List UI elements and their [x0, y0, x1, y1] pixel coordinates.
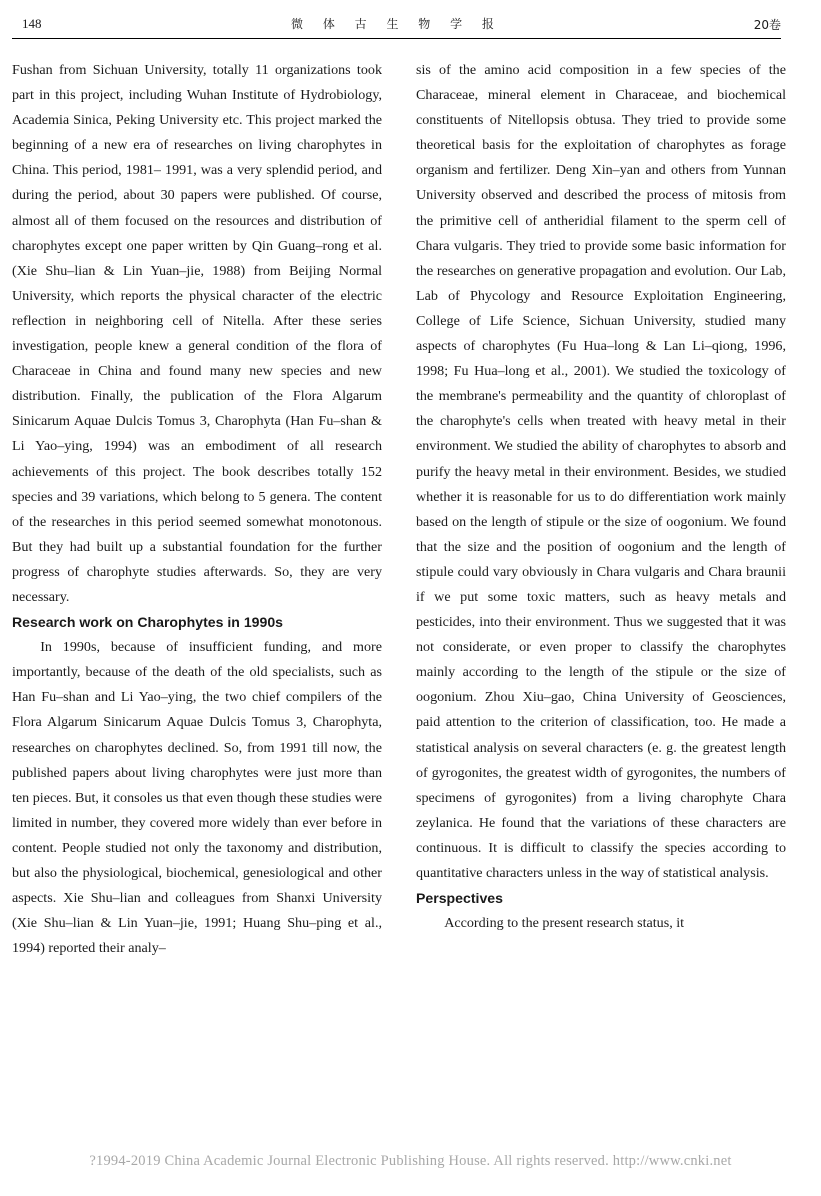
right-paragraph-1: sis of the amino acid composition in a few species of the Characeae, mineral element in Characeae, and biochemical constituents of Nitellopsis obtusa. They tried to provide some theoretical basis for the exploitation of charophytes as forage organism and fertilizer. Deng Xin–yan and others from Yunnan University observed and described the process of mitosis from the primitive cell of antheridial filament to the sperm cell of Chara vulgaris. They tried to provide some basic information for the researches on generative propagation and evolution. Our Lab, Lab of Phycology and Resource Exploitation Engineering, College of Life Science, Sichuan University, studied many aspects of charophytes (Fu Hua–long & Lan Li–qiong, 1996, 1998; Fu Hua–long et al., 2001). We studied the toxicology of the membrane's permeability and the quantity of chloroplast of the charophyte's cells when treated with heavy metal in their environment. We studied the ability of charophytes to absorb and purify the heavy metal in their environment. Besides, we studied whether it is reasonable for us to do differentiation work mainly based on the length of stipule or the size of oogonium. We found that the size and the position of oogonium and the length of stipule could vary obviously in Chara vulgaris and Chara braunii if we put some toxic matters, such as heavy metals and pesticides, into their environment. Thus we suggested that it was not considerate, or even proper to classify the charophytes mainly according to the length of the stipule or the size of oogonium. Zhou Xiu–gao, China University of Geosciences, paid attention to the criterion of classification, too. He made a statistical analysis on several characters (e. g. the greatest length of gyrogonites, the greatest width of gyrogonites, the numbers of specimens of gyrogonites) from a living charophyte Chara zeylanica. He found that the variations of these characters are continuous. It is difficult to classify the species according to quantitative characters unless in the way of statistical analysis. [416, 62, 786, 881]
page-number: 148 [22, 16, 42, 31]
running-header [12, 12, 781, 39]
copyright-watermark: ?1994-2019 China Academic Journal Electronic Publishing House. All rights reserved. http://www.cnki.net [89, 1153, 732, 1169]
volume-label: 20卷 [753, 18, 781, 32]
left-column [12, 58, 382, 961]
left-paragraph-2: In 1990s, because of insufficient funding, and more importantly, because of the death of the old specialists, such as Han Fu–shan and Li Yao–ying, the two chief compilers of the Flora Algarum Sinicarum Aquae Dulcis Tomus 3, Charophyta, researches on charophytes declined. So, from 1991 till now, the published papers about living charophytes were just more than ten pieces. But, it consoles us that even though these studies were limited in number, they covered more widely than ever before in content. People studied not only the taxonomy and distribution, but also the physiological, biochemical, genesiological and other aspects. Xie Shu–lian and colleagues from Shanxi University (Xie Shu–lian & Lin Yuan–jie, 1991; Huang Shu–ping et al., 1994) reported their analy– [12, 639, 382, 957]
right-paragraph-2: According to the present research status, it [444, 915, 685, 932]
section-heading-perspectives: Perspectives [416, 890, 503, 907]
section-heading-1990s: Research work on Charophytes in 1990s [12, 614, 284, 631]
right-column [416, 58, 786, 936]
left-paragraph-1: Fushan from Sichuan University, totally 11 organizations took part in this project, including Wuhan Institute of Hydrobiology, Academia Sinica, Peking University etc. This project marked the beginning of a new era of researches on living charophytes in China. This period, 1981– 1991, was a very splendid period, and during the period, about 30 papers were published. Of course, almost all of them focused on the resources and distribution of charophytes except one paper written by Qin Guang–rong et al. (Xie Shu–lian & Lin Yuan–jie, 1988) from Beijing Normal University, which reports the physical character of the electric reflection in neighboring cell of Nitella. After these series investigation, people knew a general condition of the flora of Characeae in China and found many new species and new distribution. Finally, the publication of the Flora Algarum Sinicarum Aquae Dulcis Tomus 3, Charophyta (Han Fu–shan & Li Yao–ying, 1994) was an embodiment of all research achievements of this project. The book describes totally 152 species and 39 variations, which belong to 5 genera. The content of the researches in this period seemed somewhat monotonous. But they had built up a substantial foundation for the further progress of charophyte studies afterwards. So, they are very necessary. [12, 62, 382, 605]
journal-title: 微 体 古 生 物 学 报 [291, 17, 502, 31]
